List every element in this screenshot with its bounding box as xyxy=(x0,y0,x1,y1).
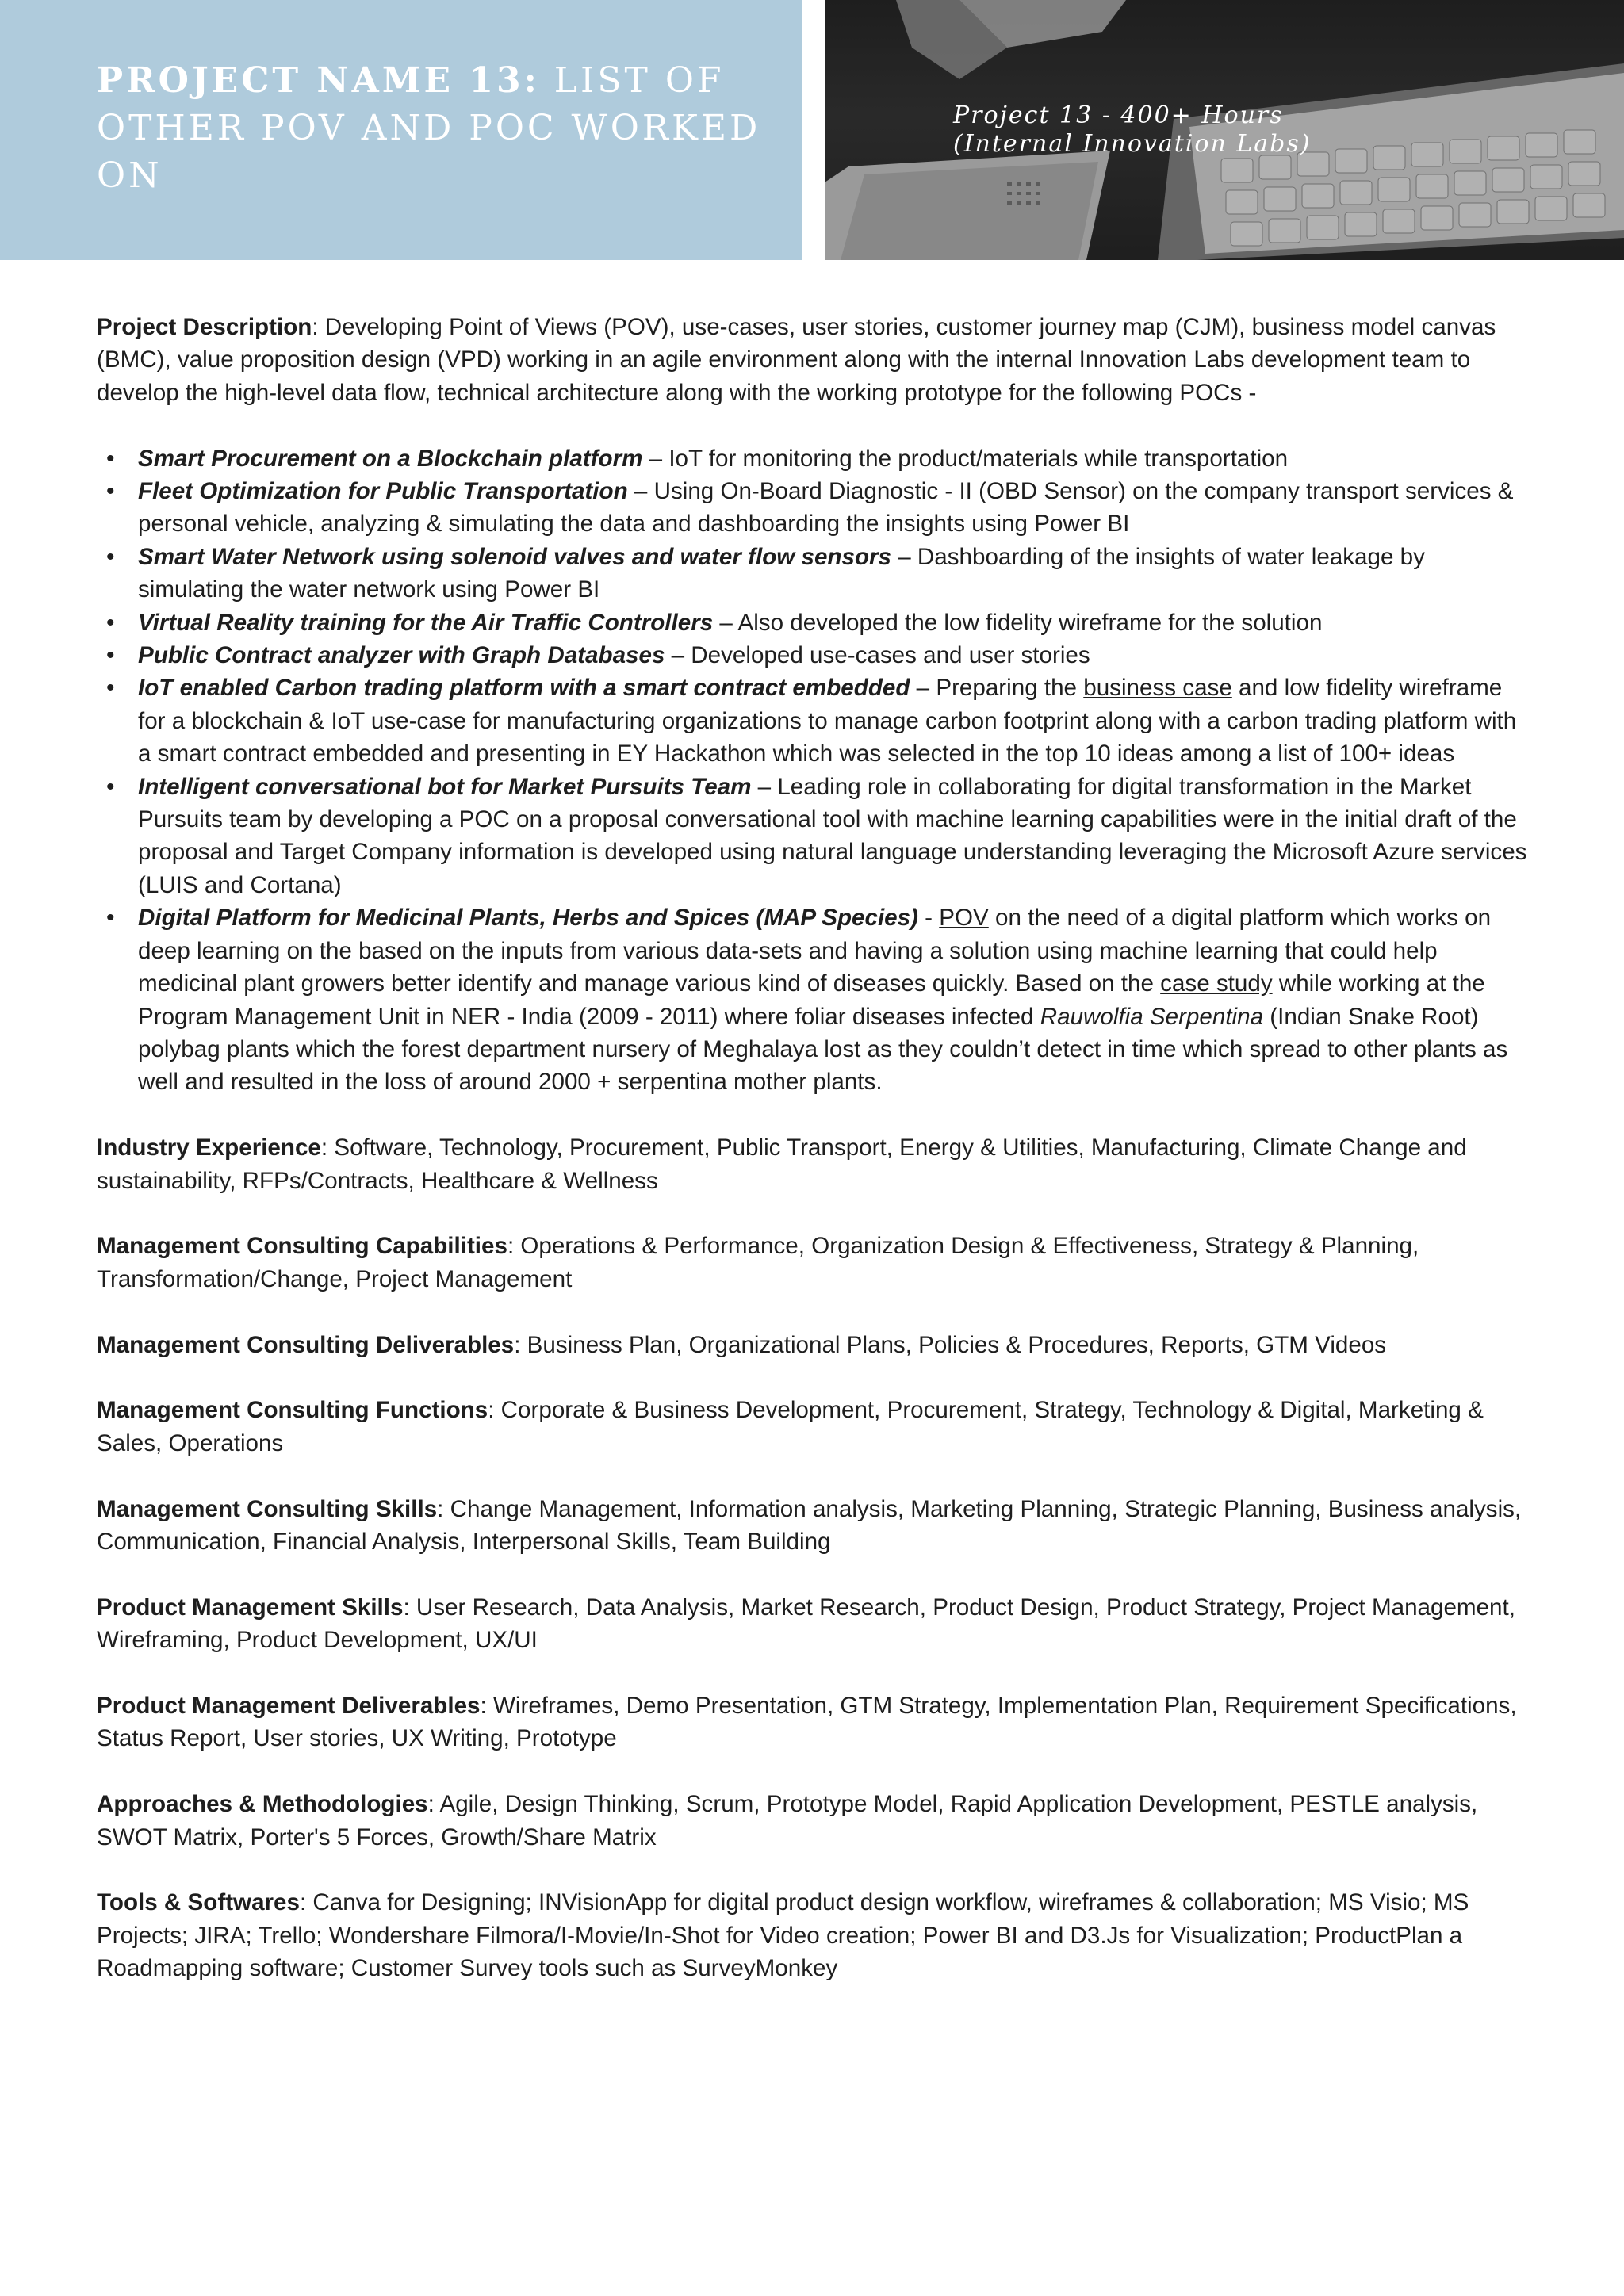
section-label: Industry Experience xyxy=(97,1135,321,1161)
section-text: : Agile, Design Thinking, Scrum, Prototype Model, Rapid Application Development, PESTLE analysis, SWOT Matrix, Porter's 5 Forces, Growth/Share Matrix xyxy=(97,1791,1478,1850)
page-title xyxy=(97,57,763,200)
species-name: Rauwolfia Serpentina xyxy=(1040,1003,1264,1030)
poc-text: – Leading role in collaborating for digital transformation in the Market Pursuits team by developing a POC on a proposal conversational tool with machine learning capabilities were in the initial draft of the proposal and Target Company information is developed using natural language understanding leveraging the Microsoft Azure services (LUIS and Cortana) xyxy=(138,773,1527,898)
section-label: Management Consulting Capabilities xyxy=(97,1233,508,1260)
poc-text: and low fidelity wireframe for a blockchain & IoT use-case for manufacturing organizations to manage carbon footprint along with a carbon trading platform with a smart contract embedded and presenting in EY Hackathon which was selected in the top 10 ideas among a list of 100+ ideas xyxy=(138,675,1517,767)
poc-list xyxy=(97,442,1529,1099)
poc-name: Virtual Reality training for the Air Traffic Controllers xyxy=(138,609,714,636)
poc-name: Digital Platform for Medicinal Plants, Herbs and Spices (MAP Species) xyxy=(138,905,918,932)
poc-name: Smart Procurement on a Blockchain platform xyxy=(138,445,649,472)
poc-text: – IoT for monitoring the product/materials while transportation xyxy=(649,445,1289,472)
title-rest: LIST OF OTHER POV AND POC WORKED ON xyxy=(97,60,761,196)
product-management-deliverables xyxy=(97,1689,1529,1755)
list-item xyxy=(97,442,1529,475)
poc-text: while working at the Program Management Unit in NER - India (2009 - 2011) where foliar diseases infected xyxy=(138,970,1485,1030)
section-text: : Canva for Designing; INVisionApp for digital product design workflow, wireframes & collaboration; MS Visio; MS Projects; JIRA; Trello; Wondershare Filmora/I-Movie/In-Shot for Video creation; Power BI and D3.Js for Visualization; ProductPlan a Roadmapping software; Customer Survey tools such as SurveyMonkey xyxy=(97,1889,1469,1982)
section-label: Management Consulting Functions xyxy=(97,1397,488,1424)
poc-text: – Preparing the xyxy=(910,675,1084,702)
poc-text: – Using On-Board Diagnostic - II (OBD Sensor) on the company transport services & personal vehicle, analyzing & simulating the data and dashboarding the insights using Power BI xyxy=(138,478,1514,538)
list-item xyxy=(97,541,1529,607)
list-item xyxy=(97,639,1529,672)
poc-text: on the need of a digital platform which works on deep learning on the based on the inputs from various data-sets and having a solution using machine learning that could help medicinal plant growers better identify and manage various kind of diseases quickly. Based on the xyxy=(138,905,1492,997)
section-text: : Operations & Performance, Organization Design & Effectiveness, Strategy & Planning, Transformation/Change, Project Management xyxy=(97,1233,1419,1292)
poc-text: (Indian Snake Root) polybag plants which the forest department nursery of Meghalaya lost as they couldn’t detect in time which spread to other plants as well and resulted in the loss of around 2000 + serpentina mother plants. xyxy=(138,1003,1508,1096)
poc-name: Fleet Optimization for Public Transportation xyxy=(138,478,628,505)
tools-softwares xyxy=(97,1886,1529,1984)
consulting-deliverables xyxy=(97,1329,1529,1361)
list-item xyxy=(97,475,1529,541)
section-label: Management Consulting Skills xyxy=(97,1495,438,1522)
page-content xyxy=(97,311,1529,2018)
poc-name: Public Contract analyzer with Graph Databases xyxy=(138,642,665,669)
caption-line-1: Project 13 - 400+ Hours xyxy=(953,101,1284,129)
description-label: Project Description xyxy=(97,314,312,340)
poc-text: – Dashboarding of the insights of water leakage by simulating the water network using Power BI xyxy=(138,543,1425,603)
section-label: Management Consulting Deliverables xyxy=(97,1331,515,1358)
page-header xyxy=(0,0,1624,260)
product-management-skills xyxy=(97,1591,1529,1657)
poc-name: Smart Water Network using solenoid valves and water flow sensors xyxy=(138,543,892,570)
approaches-methodologies xyxy=(97,1788,1529,1854)
section-label: Tools & Softwares xyxy=(97,1889,300,1916)
title-panel xyxy=(0,0,802,260)
consulting-capabilities xyxy=(97,1230,1529,1295)
section-label: Approaches & Methodologies xyxy=(97,1791,428,1818)
list-item xyxy=(97,771,1529,902)
description-text: : Developing Point of Views (POV), use-cases, user stories, customer journey map (CJM), business model canvas (BMC), value proposition design (VPD) working in an agile environment along with the internal Innovation Labs development team to develop the high-level data flow, technical architecture along with the working prototype for the following POCs - xyxy=(97,314,1496,406)
industry-experience xyxy=(97,1131,1529,1197)
section-text: : Wireframes, Demo Presentation, GTM Strategy, Implementation Plan, Requirement Specifications, Status Report, User stories, UX Writing, Prototype xyxy=(97,1692,1517,1752)
list-item xyxy=(97,901,1529,1098)
header-divider xyxy=(802,0,825,260)
section-text: : Business Plan, Organizational Plans, Policies & Procedures, Reports, GTM Videos xyxy=(514,1331,1387,1358)
case-study-link[interactable]: case study xyxy=(1160,970,1273,997)
pov-link[interactable]: POV xyxy=(939,905,989,932)
section-label: Product Management Skills xyxy=(97,1594,404,1621)
section-text: : Software, Technology, Procurement, Public Transport, Energy & Utilities, Manufacturing, Climate Change and sustainability, RFPs/Contracts, Healthcare & Wellness xyxy=(97,1135,1467,1194)
header-photo xyxy=(825,0,1624,260)
section-text: : Change Management, Information analysis, Marketing Planning, Strategic Planning, Business analysis, Communication, Financial Analysis, Interpersonal Skills, Team Building xyxy=(97,1495,1522,1555)
poc-text: – Also developed the low fidelity wireframe for the solution xyxy=(713,609,1323,636)
list-item xyxy=(97,672,1529,770)
poc-text: – Developed use-cases and user stories xyxy=(665,642,1090,669)
section-label: Product Management Deliverables xyxy=(97,1692,481,1719)
project-hours-caption xyxy=(953,101,1445,159)
consulting-functions xyxy=(97,1394,1529,1460)
section-text: : User Research, Data Analysis, Market Research, Product Design, Product Strategy, Project Management, Wireframing, Product Development, UX/UI xyxy=(97,1594,1515,1654)
caption-line-2: (Internal Innovation Labs) xyxy=(953,130,1312,158)
list-item xyxy=(97,607,1529,639)
poc-name: Intelligent conversational bot for Market Pursuits Team xyxy=(138,773,752,800)
poc-name: IoT enabled Carbon trading platform with a smart contract embedded xyxy=(138,675,910,702)
consulting-skills xyxy=(97,1493,1529,1559)
section-text: : Corporate & Business Development, Procurement, Strategy, Technology & Digital, Marketing & Sales, Operations xyxy=(97,1397,1484,1456)
project-description xyxy=(97,311,1529,409)
poc-text: - xyxy=(917,905,940,932)
title-bold: PROJECT NAME 13: xyxy=(97,60,540,101)
business-case-link[interactable]: business case xyxy=(1083,675,1232,702)
